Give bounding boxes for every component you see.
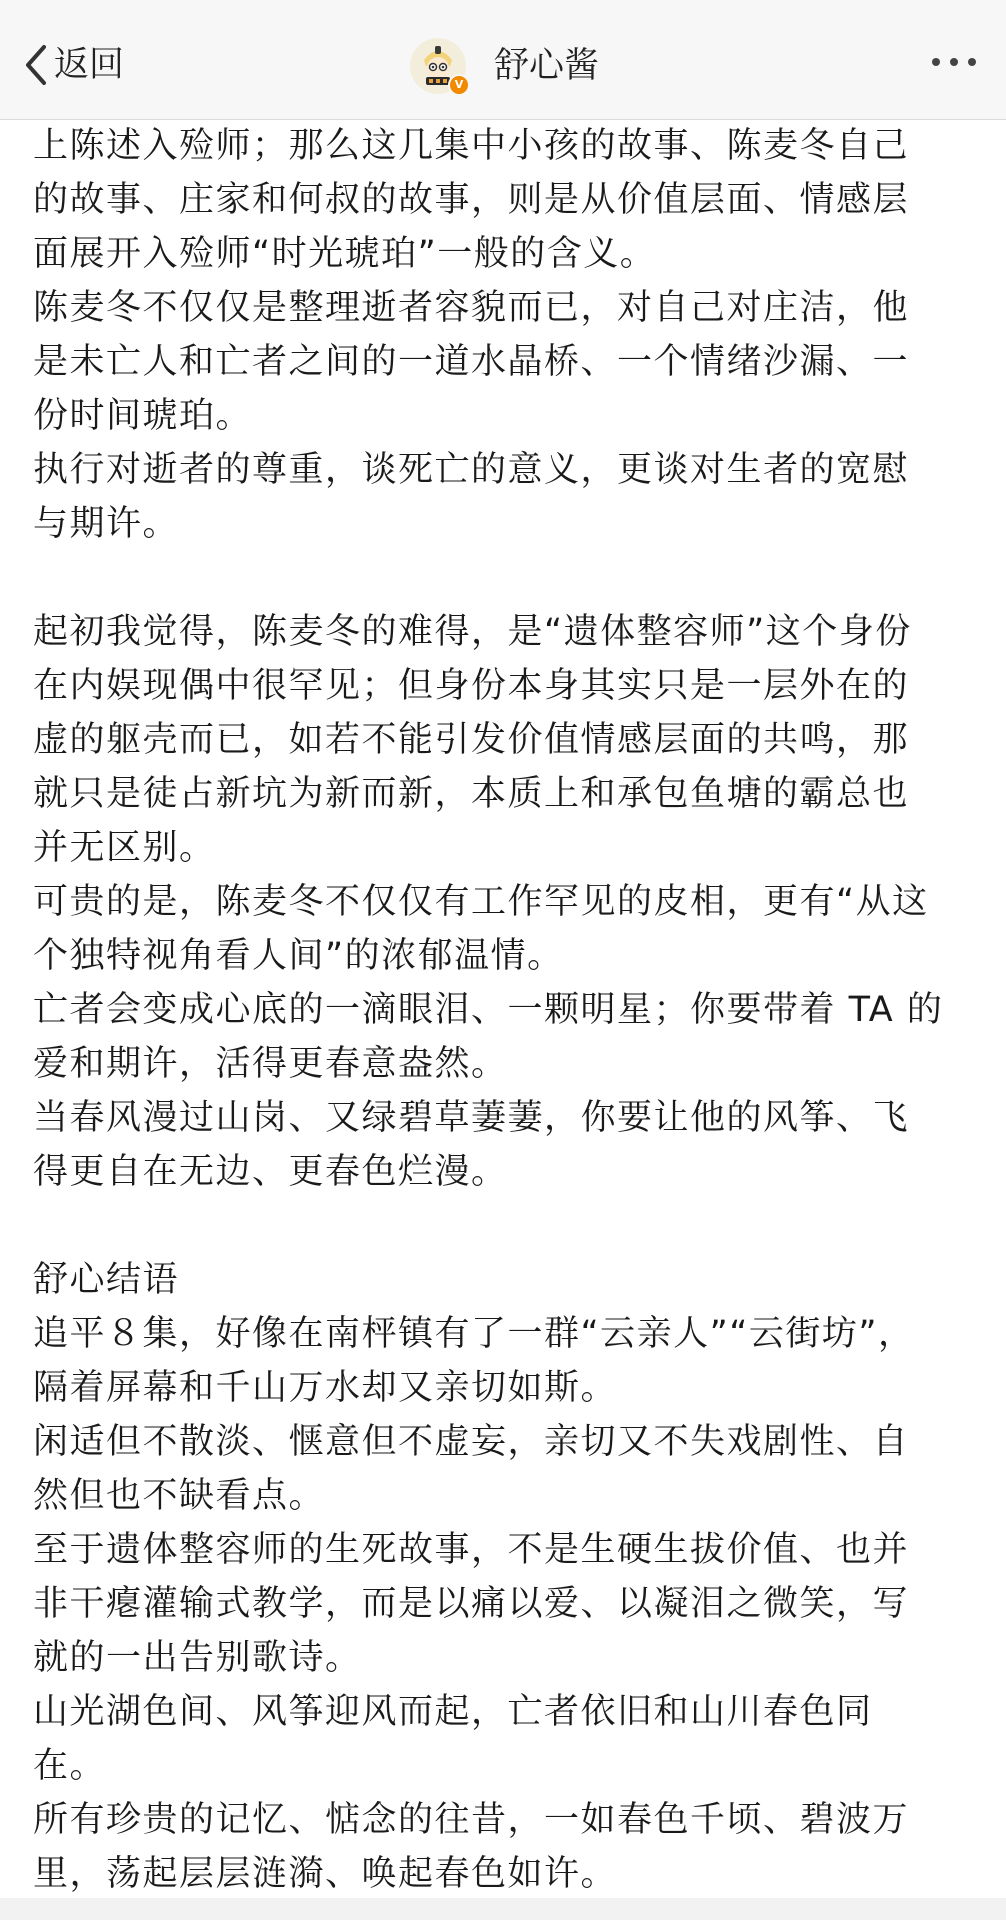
article-line: 执行对逝者的尊重，谈死亡的意义，更谈对生者的宽慰 <box>33 450 910 490</box>
article-line: 可贵的是，陈麦冬不仅仅有工作罕见的皮相，更有“从这 <box>33 882 929 922</box>
avatar[interactable] <box>410 38 466 94</box>
article-line: 爱和期许，活得更春意盎然。 <box>33 1044 508 1084</box>
more-dot-icon <box>968 58 976 66</box>
article-line: 闲适但不散淡、惬意但不虚妄，亲切又不失戏剧性、自 <box>33 1422 910 1462</box>
back-button[interactable] <box>24 40 124 90</box>
more-dot-icon <box>932 58 940 66</box>
account-header[interactable] <box>410 36 599 96</box>
article-line: 在。 <box>33 1746 107 1786</box>
article-line: 个独特视角看人间”的浓郁温情。 <box>33 936 564 976</box>
article-line: 里，荡起层层涟漪、唤起春色如许。 <box>33 1854 618 1894</box>
article-line: 就的一出告别歌诗。 <box>33 1638 362 1678</box>
article-line: 的故事、庄家和何叔的故事，则是从价值层面、情感层 <box>33 180 910 220</box>
article-body <box>33 119 983 1901</box>
more-dot-icon <box>950 58 958 66</box>
article-line: 并无区别。 <box>33 828 216 868</box>
navigation-bar <box>0 0 1006 120</box>
verified-badge: V <box>448 74 470 96</box>
article-line: 隔着屏幕和千山万水却又亲切如斯。 <box>33 1368 618 1408</box>
article-line: 得更自在无边、更春色烂漫。 <box>33 1152 508 1192</box>
bottom-edge <box>0 1898 1006 1920</box>
article-line: 追平８集，好像在南枰镇有了一群“云亲人”“云街坊”， <box>33 1314 915 1354</box>
back-label: 返回 <box>54 45 125 85</box>
article-line: 在内娱现偶中很罕见；但身份本身其实只是一层外在的 <box>33 666 910 706</box>
article-line: 虚的躯壳而已，如若不能引发价值情感层面的共鸣，那 <box>33 720 910 760</box>
article-line: 份时间琥珀。 <box>33 396 253 436</box>
paragraph-gap <box>33 551 983 605</box>
article-line: 至于遗体整容师的生死故事，不是生硬生拔价值、也并 <box>33 1530 910 1570</box>
page-title: 舒心酱 <box>494 46 600 86</box>
article-line: 亡者会变成心底的一滴眼泪、一颗明星；你要带着 TA 的 <box>33 990 944 1030</box>
article-line: 陈麦冬不仅仅是整理逝者容貌而已，对自己对庄洁，他 <box>33 288 910 328</box>
article-line: 然但也不缺看点。 <box>33 1476 326 1516</box>
article-line: 起初我觉得，陈麦冬的难得，是“遗体整容师”这个身份 <box>33 612 912 652</box>
section-heading: 舒心结语 <box>33 1260 180 1300</box>
more-options-button[interactable] <box>932 58 976 66</box>
article-line: 是未亡人和亡者之间的一道水晶桥、一个情绪沙漏、一 <box>33 342 910 382</box>
article-line: 面展开入殓师“时光琥珀”一般的含义。 <box>33 234 657 274</box>
article-line: 山光湖色间、风筝迎风而起，亡者依旧和山川春色同 <box>33 1692 873 1732</box>
article-line: 当春风漫过山岗、又绿碧草萋萋，你要让他的风筝、飞 <box>33 1098 910 1138</box>
article-line: 所有珍贵的记忆、惦念的往昔，一如春色千顷、碧波万 <box>33 1800 910 1840</box>
article-line: 与期许。 <box>33 504 180 544</box>
article-line: 上陈述入殓师；那么这几集中小孩的故事、陈麦冬自己 <box>33 126 910 166</box>
chevron-left-icon <box>24 44 48 86</box>
article-line: 非干瘪灌输式教学，而是以痛以爱、以凝泪之微笑，写 <box>33 1584 910 1624</box>
article-line: 就只是徒占新坑为新而新，本质上和承包鱼塘的霸总也 <box>33 774 910 814</box>
paragraph-gap <box>33 1199 983 1253</box>
